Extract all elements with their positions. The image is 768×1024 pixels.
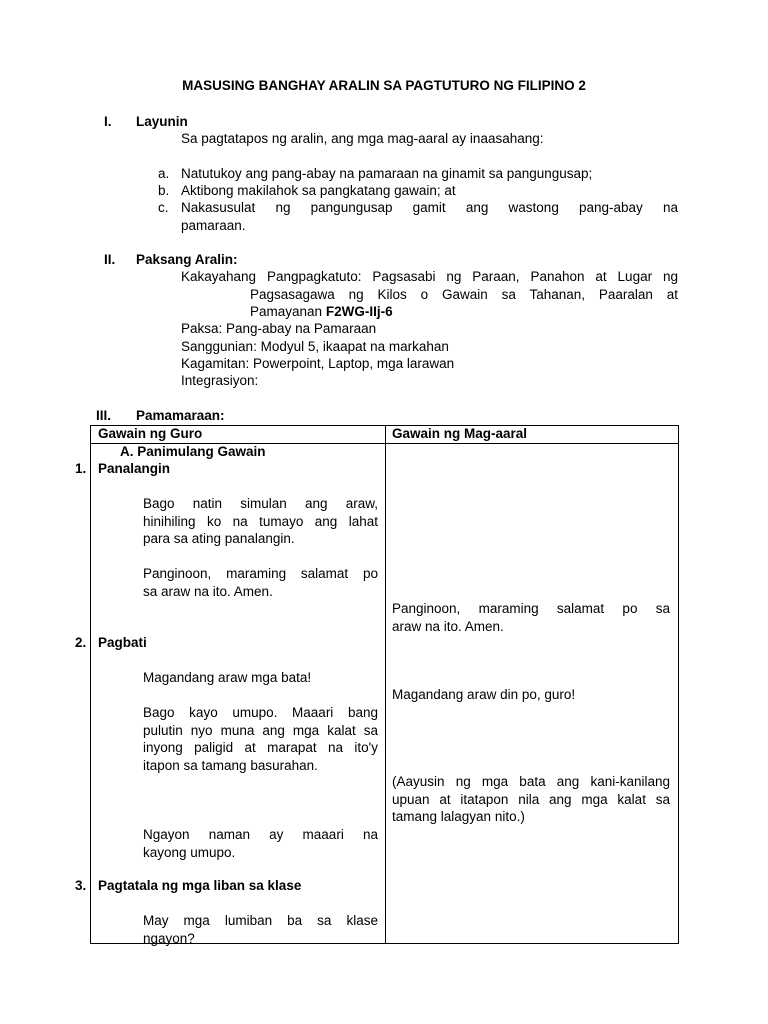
section-3-heading: Pamamaraan:: [136, 408, 225, 423]
teacher-prayer-invite: Bago natin simulan ang araw, hinihiling ko na tumayo ang lahat para sa ating panalangin.: [143, 496, 378, 546]
student-prayer: Panginoon, maraming salamat po sa araw na ito. Amen.: [392, 601, 670, 634]
kagamitan: Kagamitan: Powerpoint, Laptop, mga larawan: [181, 356, 455, 371]
objective-c-text-line1: Nakasusulat ng pangungusap gamit ang wastong pang-abay na: [181, 200, 678, 215]
section-1-heading: Layunin: [136, 114, 188, 129]
teacher-sit-down: Ngayon naman ay maaari na kayong umupo.: [143, 827, 378, 860]
kakayahan-line3: Pamayanan F2WG-IIj-6: [250, 304, 393, 319]
objective-b-text: Aktibong makilahok sa pangkatang gawain; at: [181, 183, 456, 198]
step-1-label: Panalangin: [98, 461, 171, 476]
integrasyon: Integrasiyon:: [181, 373, 259, 388]
sanggunian: Sanggunian: Modyul 5, ikaapat na markahan: [181, 339, 449, 354]
objective-c-letter: c.: [158, 200, 169, 215]
kakayahan-line2: Pagsasagawa ng Kilos o Gawain sa Tahanan, Paaralan at: [250, 287, 678, 302]
section-2-number: II.: [104, 252, 116, 267]
teacher-prayer: Panginoon, maraming salamat po sa araw na ito. Amen.: [143, 566, 378, 599]
subheading-panimulang-gawain: A. Panimulang Gawain: [120, 444, 266, 459]
document-title: MASUSING BANGHAY ARALIN SA PAGTUTURO NG FILIPINO 2: [182, 78, 586, 93]
step-2-number: 2.: [75, 635, 87, 650]
teacher-greeting: Magandang araw mga bata!: [143, 670, 312, 685]
student-cleanup-action: (Aayusin ng mga bata ang kani-kanilang upuan at itatapon nila ang mga kalat sa tamang lalagyan nito.): [392, 774, 670, 824]
objective-a-text: Natutukoy ang pang-abay na pamaraan na ginamit sa pangungusap;: [181, 166, 593, 181]
step-3-label: Pagtatala ng mga liban sa klase: [98, 878, 302, 893]
competency-code: F2WG-IIj-6: [325, 304, 393, 319]
step-2-label: Pagbati: [98, 635, 147, 650]
objective-b-letter: b.: [158, 183, 170, 198]
objective-a-letter: a.: [158, 166, 170, 181]
col-header-student: Gawain ng Mag-aaral: [392, 426, 528, 441]
col-header-teacher: Gawain ng Guro: [98, 426, 203, 441]
step-3-number: 3.: [75, 878, 87, 893]
teacher-attendance-question: May mga lumiban ba sa klase ngayon?: [143, 913, 378, 946]
paksa: Paksa: Pang-abay na Pamaraan: [181, 321, 377, 336]
objective-c-text-line2: pamaraan.: [181, 218, 246, 233]
kakayahan-line1: Kakayahang Pangpagkatuto: Pagsasabi ng Paraan, Panahon at Lugar ng: [181, 269, 678, 284]
step-1-number: 1.: [75, 461, 87, 476]
objectives-intro: Sa pagtatapos ng aralin, ang mga mag-aaral ay inaasahang:: [181, 131, 544, 146]
section-3-number: III.: [96, 408, 112, 423]
section-1-number: I.: [104, 114, 112, 129]
section-2-heading: Paksang Aralin:: [136, 252, 238, 267]
student-greeting: Magandang araw din po, guro!: [392, 687, 576, 702]
teacher-cleanup-instruction: Bago kayo umupo. Maaari bang pulutin nyo muna ang mga kalat sa inyong paligid at marapat na ito'y itapon sa tamang basurahan.: [143, 705, 378, 773]
